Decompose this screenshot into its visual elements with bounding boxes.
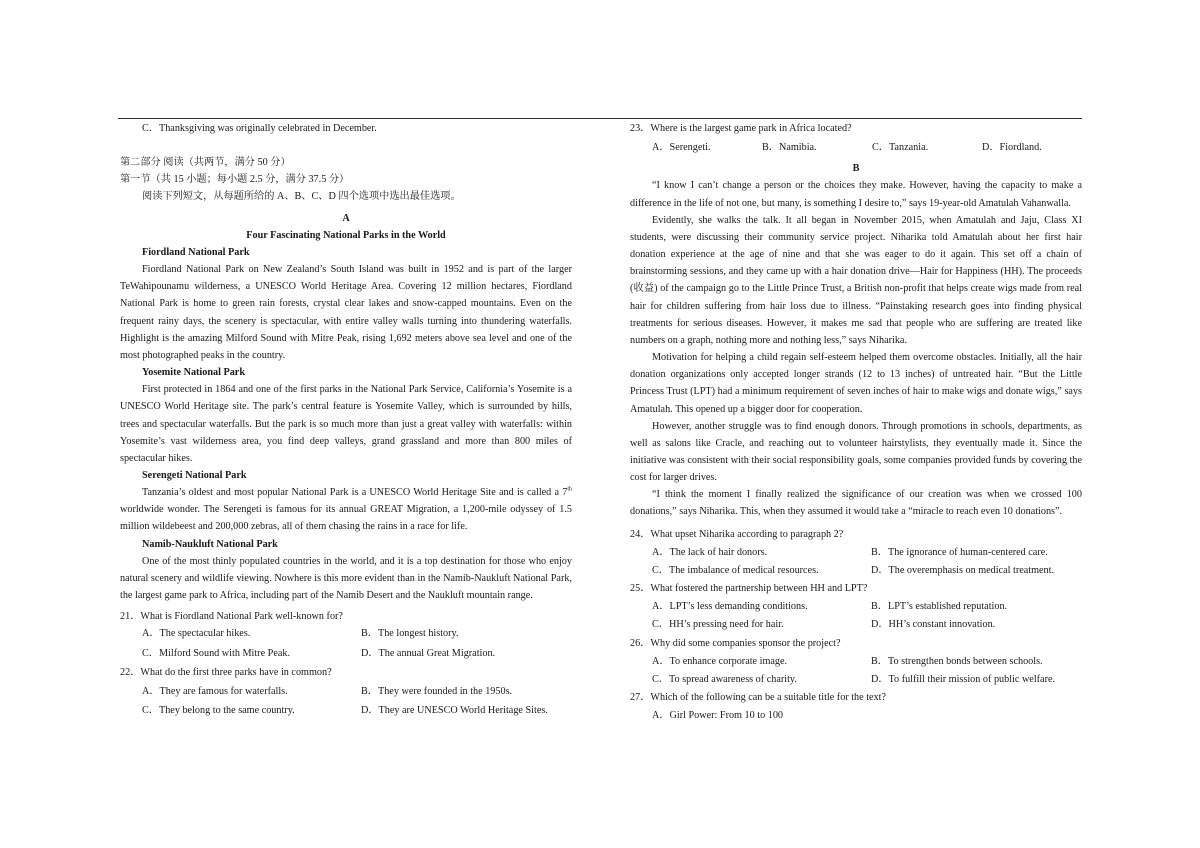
answer-option[interactable]: A．The lack of hair donors.: [652, 546, 768, 558]
question-stem: 24．What upset Niharika according to paragraph 2?: [630, 528, 844, 540]
answer-option[interactable]: B．Namibia.: [762, 142, 817, 154]
answer-option[interactable]: B．To strengthen bonds between schools.: [871, 655, 1043, 667]
ordinal-superscript: th: [567, 486, 572, 493]
answer-option[interactable]: C．Milford Sound with Mitre Peak.: [142, 647, 290, 659]
instructions: 阅读下列短文，从每题所给的 A、B、C、D 四个选项中选出最佳选项。: [142, 191, 461, 203]
question-stem: 23．Where is the largest game park in Africa located?: [630, 123, 852, 134]
answer-option[interactable]: D．To fulfill their mission of public welfare.: [871, 673, 1056, 685]
park-heading: Serengeti National Park: [142, 469, 247, 481]
answer-option[interactable]: D．They are UNESCO World Heritage Sites.: [361, 705, 548, 716]
option-row: [630, 139, 1082, 156]
option-grid: [630, 544, 1082, 561]
option-grid: [630, 653, 1082, 670]
answer-option[interactable]: B．They were founded in the 1950s.: [361, 685, 513, 697]
passage-paragraph: “I think the moment I finally realized the significance of our creation was when we crossed 100 donations,” says Niharika. This, when they assumed it would take a “miracle to reach even 10 donations”.: [630, 489, 1082, 518]
park-heading: Namib-Naukluft National Park: [142, 538, 278, 550]
option-grid: [120, 702, 572, 719]
option-grid: [630, 671, 1082, 688]
answer-option[interactable]: C．HH’s pressing need for hair.: [652, 619, 784, 631]
answer-option[interactable]: A．Serengeti.: [652, 142, 711, 154]
answer-option[interactable]: A．They are famous for waterfalls.: [142, 685, 288, 697]
passage-paragraph: However, another struggle was to find enough donors. Through promotions in schools, departments, as well as salons like Cracle, and reaching out to volunteer hairstylists, they eventually made it. Since the initiative was consistent with their social responsibility goals, some companies provided funds by covering the cost for larger drives.: [630, 420, 1082, 484]
park-text-part: worldwide wonder. The Serengeti is famous for its annual GREAT Migration, a 1,200-mile odyssey of 1.5 million wildebeest and 200,000 zebras, all of them chasing the rains in a race for life.: [120, 504, 572, 533]
answer-option[interactable]: D．The overemphasis on medical treatment.: [871, 564, 1055, 576]
answer-option[interactable]: C．To spread awareness of charity.: [652, 673, 797, 685]
question-stem: 22．What do the first three parks have in common?: [120, 666, 332, 678]
previous-question-option: C．Thanksgiving was originally celebrated in December.: [142, 123, 377, 134]
park-heading: Yosemite National Park: [142, 367, 245, 379]
top-rule: [118, 118, 1082, 119]
park-paragraph: One of the most thinly populated countries in the world, and it is a top destination for those who enjoy natural scenery and wildlife viewing. Nowhere is this more evident than in the Namib-Naukluft National Park, the largest game park to Africa, including part of the Namib Desert and the Naukluft mountain range.: [120, 555, 572, 602]
question-stem: 21．What is Fiordland National Park well-known for?: [120, 611, 343, 623]
answer-option[interactable]: B．The longest history.: [361, 628, 459, 640]
answer-option[interactable]: B．LPT’s established reputation.: [871, 601, 1008, 613]
answer-option[interactable]: D．HH’s constant innovation.: [871, 619, 996, 631]
answer-option[interactable]: C．The imbalance of medical resources.: [652, 564, 819, 576]
answer-option[interactable]: A．Girl Power: From 10 to 100: [652, 710, 784, 722]
passage-paragraph: “I know I can’t change a person or the choices they make. However, having the capacity to make a difference in the life of not one, but many, is something I desire to,” says 19-year-old Amatulah Vahanwalla.: [630, 180, 1082, 209]
passage-letter-a: A: [342, 212, 350, 224]
passage-letter-b: B: [852, 163, 860, 175]
park-heading: Fiordland National Park: [142, 246, 250, 258]
right-column: [630, 120, 1082, 724]
answer-option[interactable]: B．The ignorance of human-centered care.: [871, 546, 1048, 558]
left-column: [120, 120, 572, 719]
part-title: 第二部分 阅读（共两节，满分 50 分）: [120, 157, 291, 169]
passage-paragraph: Evidently, she walks the talk. It all began in November 2015, when Amatulah and Jaju, Class XI students, were discussing their community service project. Niharika told Amatulah about her first hair donation experience at the age of nine and that she was eager to do it again. This set off a chain of brainstorming sessions, and they came up with a hair donation drive—Hair for Happiness (HH). The proceeds (收益) of the campaign go to the Little Prince Trust, a British non-profit that helps create wigs made from real hair for children suffering from hair loss due to illness. “Painstaking research goes into finding physical treatments for serious diseases. However, it makes me sad that people who are suffering are treated like numbers on a graph, nothing more and nothing less,” says Niharika.: [630, 214, 1082, 346]
option-grid: [630, 616, 1082, 633]
park-text-part: Tanzania’s oldest and most popular National Park is a UNESCO World Heritage Site and is called a 7: [142, 487, 568, 499]
answer-option[interactable]: C．Tanzania.: [872, 142, 929, 154]
option-grid: [630, 598, 1082, 615]
answer-option[interactable]: C．They belong to the same country.: [142, 705, 295, 716]
park-paragraph: [120, 484, 572, 535]
park-paragraph: Fiordland National Park on New Zealand’s South Island was built in 1952 and is part of the larger TeWahipounamu wilderness, a UNESCO World Heritage Area. Covering 12 million hectares, Fiordland National Park is home to green rain forests, crystal clear lakes and snow-capped mountains. Even on the frequent rainy days, the scenery is spectacular, with entire valley walls turning into thundering waterfalls. Highlight is the amazing Milford Sound with Mitre Peak, rising 1,692 meters above sea level and one of the most photographed peaks in the country.: [120, 264, 572, 361]
answer-option[interactable]: A．The spectacular hikes.: [142, 628, 251, 640]
section-title: 第一节（共 15 小题；每小题 2.5 分，满分 37.5 分）: [120, 174, 350, 186]
question-stem: 27．Which of the following can be a suitable title for the text?: [630, 692, 887, 703]
option-grid: [630, 562, 1082, 579]
option-grid: [120, 625, 572, 642]
question-stem: 26．Why did some companies sponsor the project?: [630, 637, 841, 649]
passage-paragraph: Motivation for helping a child regain self-esteem helped them overcome obstacles. Initially, all the hair donation organizations only accepted longer strands (12 to 13 inches) of untreated hair. “But the Little Princess Trust (LPT) had a minimum requirement of seven inches of hair to make wigs and donate wigs,” says Amatulah. This opened up a bigger door for cooperation.: [630, 352, 1082, 415]
option-grid: [120, 645, 572, 662]
option-grid: [120, 683, 572, 700]
answer-option[interactable]: A．LPT’s less demanding conditions.: [652, 601, 808, 613]
passage-title: Four Fascinating National Parks in the World: [246, 229, 446, 241]
question-stem: 25．What fostered the partnership between HH and LPT?: [630, 583, 868, 595]
park-paragraph: First protected in 1864 and one of the first parks in the National Park Service, California’s Yosemite is a UNESCO World Heritage site. The park’s central feature is Yosemite Valley, which is surrounded by hills, trees and spectacular waterfalls. But the park is so much more than just a great valley with waterfalls: within Yosemite’s vast wilderness area, you find deep valleys, grand grassland and more than 800 miles of spectacular hikes.: [120, 384, 572, 464]
answer-option[interactable]: A．To enhance corporate image.: [652, 655, 788, 667]
answer-option[interactable]: D．The annual Great Migration.: [361, 647, 496, 659]
answer-option[interactable]: D．Fiordland.: [982, 142, 1042, 154]
